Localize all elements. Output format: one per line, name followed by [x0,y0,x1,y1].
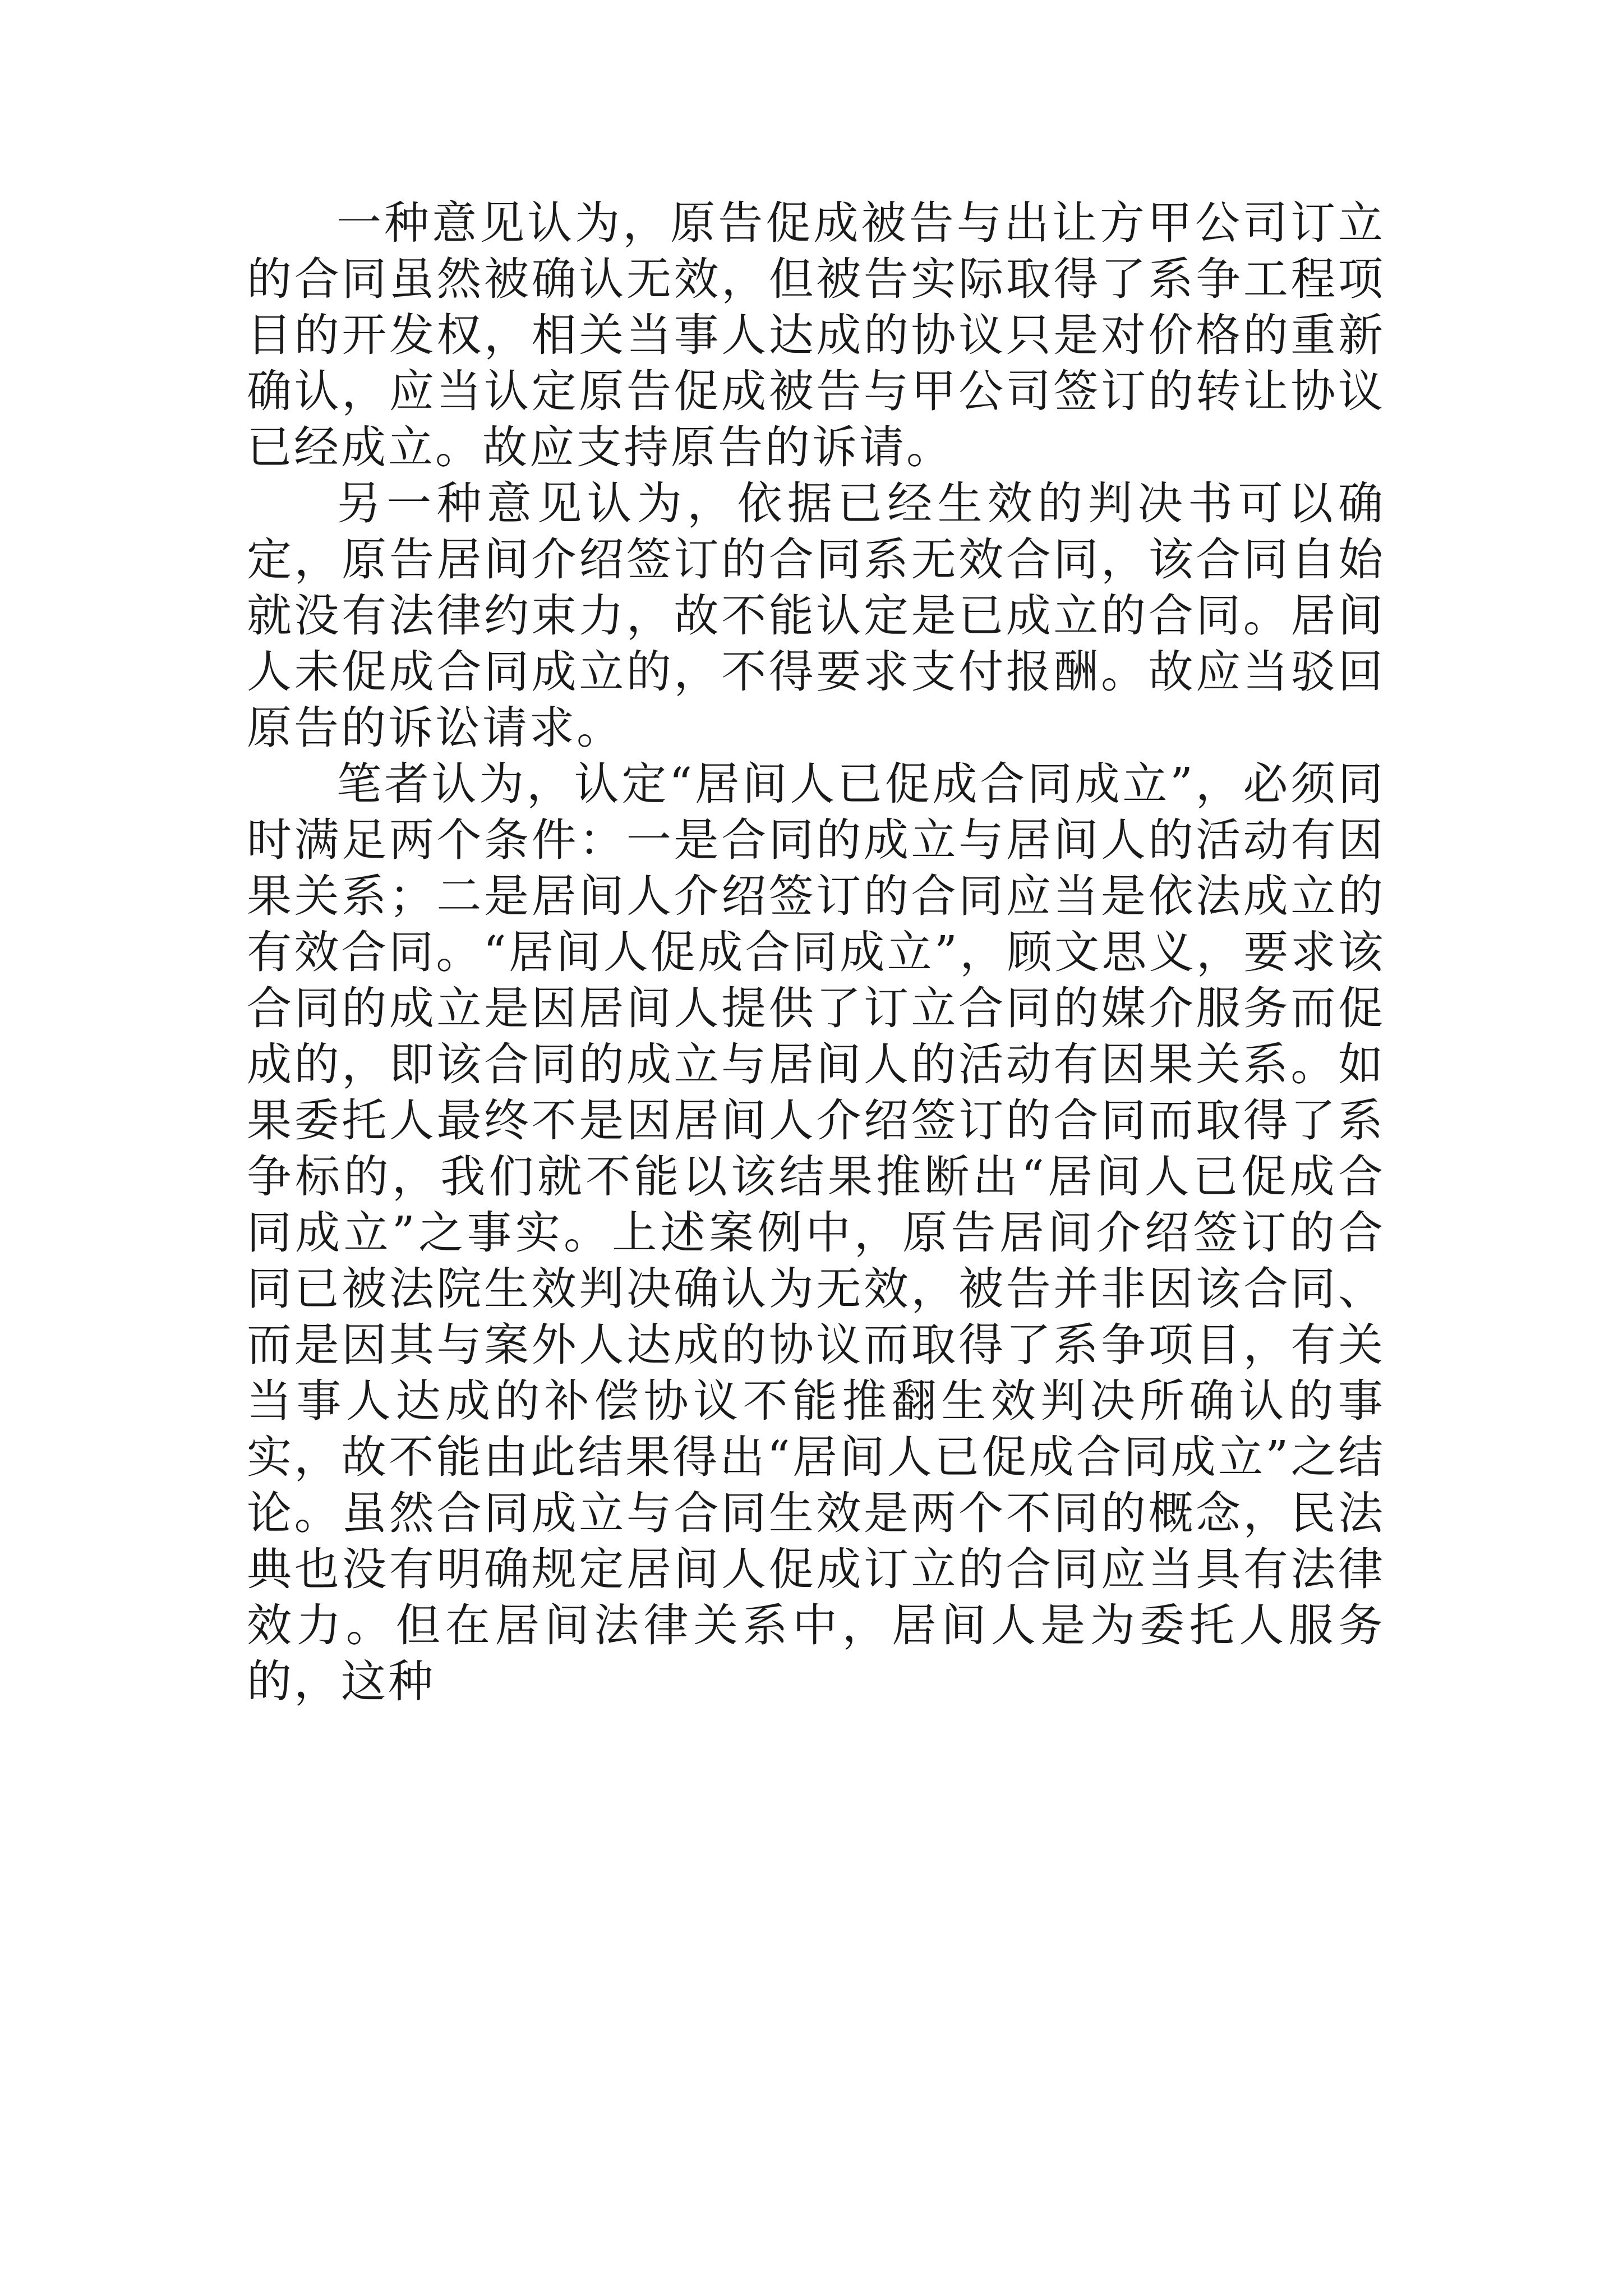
body-text [247,195,1385,1710]
paragraph-author-opinion: 笔者认为，认定“居间人已促成合同成立”，必须同时满足两个条件：一是合同的成立与居间人的活动有因果关系；二是居间人介绍签订的合同应当是依法成立的有效合同。“居间人促成合同成立”，顾文思义，要求该合同的成立是因居间人提供了订立合同的媒介服务而促成的，即该合同的成立与居间人的活动有因果关系。如果委托人最终不是因居间人介绍签订的合同而取得了系争标的，我们就不能以该结果推断出“居间人已促成合同成立”之事实。上述案例中，原告居间介绍签订的合同已被法院生效判决确认为无效，被告并非因该合同、而是因其与案外人达成的协议而取得了系争项目，有关当事人达成的补偿协议不能推翻生效判决所确认的事实，故不能由此结果得出“居间人已促成合同成立”之结论。虽然合同成立与合同生效是两个不同的概念，民法典也没有明确规定居间人促成订立的合同应当具有法律效力。但在居间法律关系中，居间人是为委托人服务的，这种 [247,758,1385,1708]
paragraph-first-opinion: 一种意见认为，原告促成被告与出让方甲公司订立的合同虽然被确认无效，但被告实际取得了系争工程项目的开发权，相关当事人达成的协议只是对价格的重新确认，应当认定原告促成被告与甲公司签订的转让协议已经成立。故应支持原告的诉请。 [247,197,1385,473]
paragraph-second-opinion: 另一种意见认为，依据已经生效的判决书可以确定，原告居间介绍签订的合同系无效合同，该合同自始就没有法律约束力，故不能认定是已成立的合同。居间人未促成合同成立的，不得要求支付报酬。故应当驳回原告的诉讼请求。 [247,477,1385,754]
